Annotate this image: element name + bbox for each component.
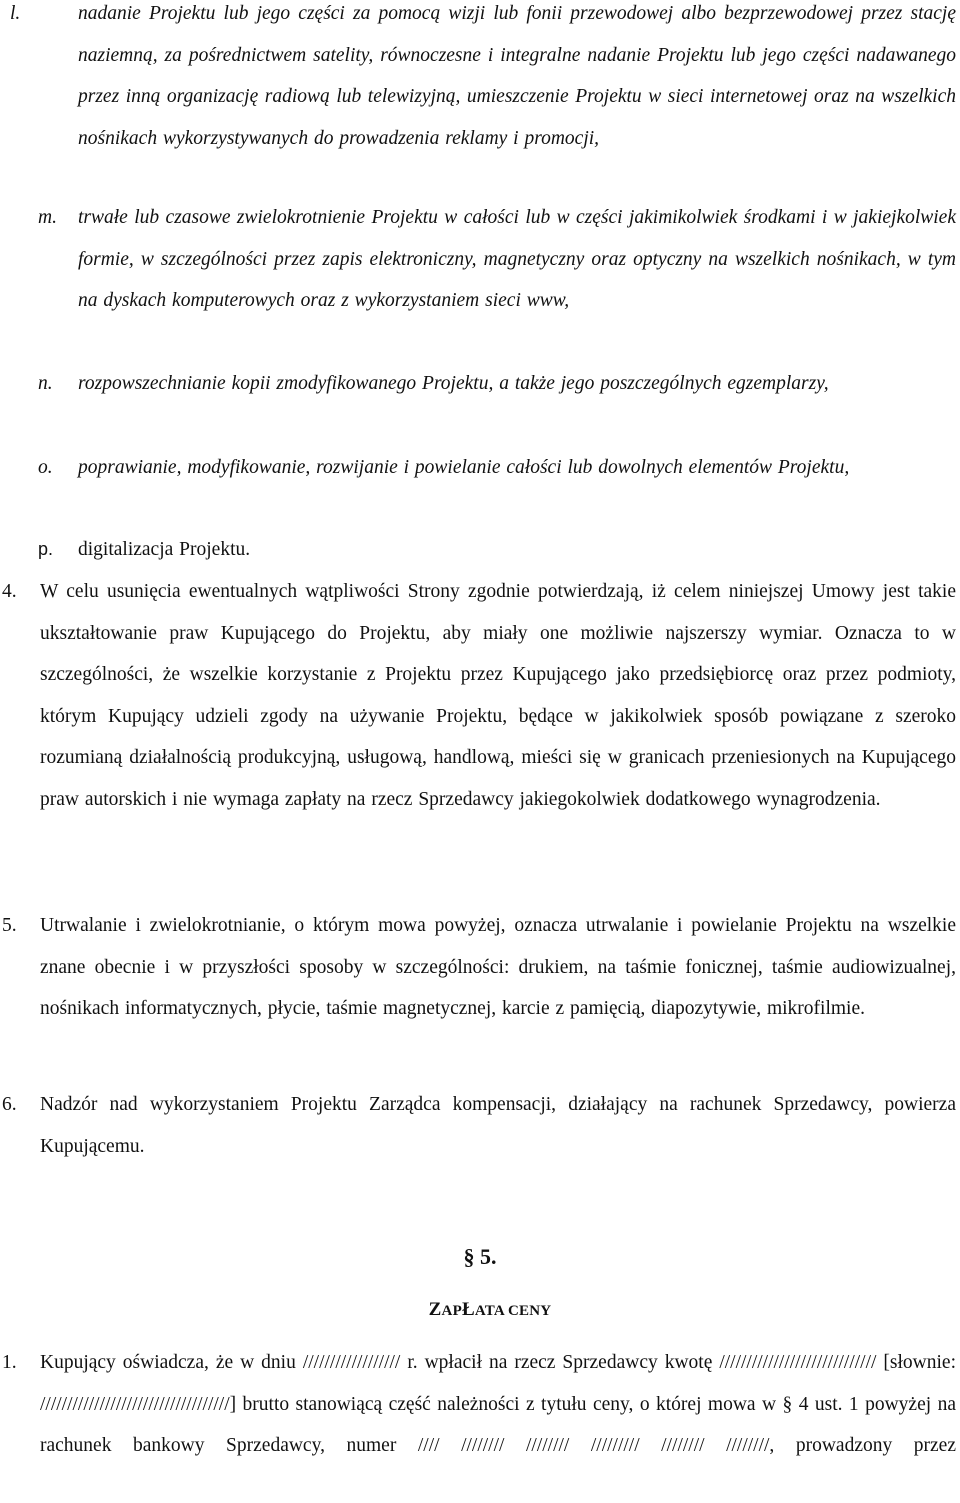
list-marker: n.	[38, 373, 53, 394]
section-title-part: ATA CENY	[474, 1303, 552, 1319]
list-marker: o.	[38, 457, 53, 478]
section-title-part: Ł	[461, 1299, 475, 1320]
list-marker: p.	[38, 539, 54, 559]
list-item-text: rozpowszechnianie kopii zmodyfikowanego Projektu, a także jego poszczególnych egzemplarzy,	[78, 373, 829, 394]
list-item-text: nadanie Projektu lub jego części za pomocą wizji lub fonii przewodowej albo bezprzewodowej przez stację naziemną, za pośrednictwem satelity, równoczesne i integralne nadanie Projektu lub jego części nadawanego przez inną organizację radiową lub telewizyjną, umieszczenie Projektu w sieci internetowej oraz na wszelkich nośnikach wykorzystywanych do prowadzenia reklamy i promocji,	[78, 3, 956, 149]
section-title	[0, 1292, 960, 1329]
list-item	[0, 363, 960, 405]
section-title-part: A	[441, 1303, 453, 1319]
list-item	[0, 197, 960, 322]
list-item-text: poprawianie, modyfikowanie, rozwijanie i powielanie całości lub dowolnych elementów Projektu,	[78, 457, 850, 478]
paragraph-text: Utrwalanie i zwielokrotnianie, o którym mowa powyżej, oznacza utrwalanie i powielanie Projektu na wszelkie znane obecnie i w przyszłości sposoby w szczególności: drukiem, na taśmie fonicznej, taśmie audiowizualnej, nośnikach informatycznych, płycie, taśmie magnetycznej, karcie z pamięcią, diapozytywie, mikrofilmie.	[40, 915, 956, 1020]
list-item-text: digitalizacja Projektu.	[78, 539, 251, 560]
list-marker: l.	[10, 3, 21, 24]
list-item	[0, 0, 960, 159]
section-title-initial: Z	[428, 1299, 442, 1320]
paragraph-number: 5.	[2, 915, 17, 936]
numbered-paragraph	[0, 905, 960, 1030]
list-item	[0, 529, 960, 571]
numbered-paragraph	[0, 1084, 960, 1167]
list-item	[0, 447, 960, 489]
section-title-part: P	[452, 1303, 462, 1319]
paragraph-number: 4.	[2, 581, 17, 602]
paragraph-number: 1.	[2, 1352, 17, 1373]
numbered-paragraph	[0, 1342, 960, 1467]
paragraph-text: Kupujący oświadcza, że w dniu ////////////////// r. wpłacił na rzecz Sprzedawcy kwotę ///////////////////////////// [słownie: ///////////////////////////////////] brutto stanowiącą część należności z tytułu ceny, o której mowa w § 4 ust. 1 powyżej na rachunek bankowy Sprzedawcy, numer //// //////// //////// ///////// //////// ////////, prowadzony przez	[40, 1352, 956, 1457]
list-marker: m.	[38, 207, 57, 228]
paragraph-text: Nadzór nad wykorzystaniem Projektu Zarządca kompensacji, działający na rachunek Sprzedawcy, powierza Kupującemu.	[40, 1094, 956, 1157]
paragraph-text: W celu usunięcia ewentualnych wątpliwości Strony zgodnie potwierdzają, iż celem niniejszej Umowy jest takie ukształtowanie praw Kupującego do Projektu, aby miały one możliwie najszerszy wymiar. Oznacza to w szczególności, że wszelkie korzystanie z Projektu przez Kupującego jako przedsiębiorcę oraz przez podmioty, którym Kupujący udzieli zgody na używanie Projektu, będące w jakikolwiek sposób powiązane z szeroko rozumianą działalnością produkcyjną, usługową, handlową, mieści się w granicach przeniesionych na Kupującego praw autorskich i nie wymaga zapłaty na rzecz Sprzedawcy jakiegokolwiek dodatkowego wynagrodzenia.	[40, 581, 956, 810]
list-item-text: trwałe lub czasowe zwielokrotnienie Projektu w całości lub w części jakimikolwiek środkami i w jakiejkolwiek formie, w szczególności przez zapis elektroniczny, magnetyczny oraz optyczny na wszelkich nośnikach, w tym na dyskach komputerowych oraz z wykorzystaniem sieci www,	[78, 207, 956, 312]
section-number: § 5.	[463, 1244, 497, 1269]
paragraph-number: 6.	[2, 1094, 17, 1115]
numbered-paragraph	[0, 571, 960, 821]
